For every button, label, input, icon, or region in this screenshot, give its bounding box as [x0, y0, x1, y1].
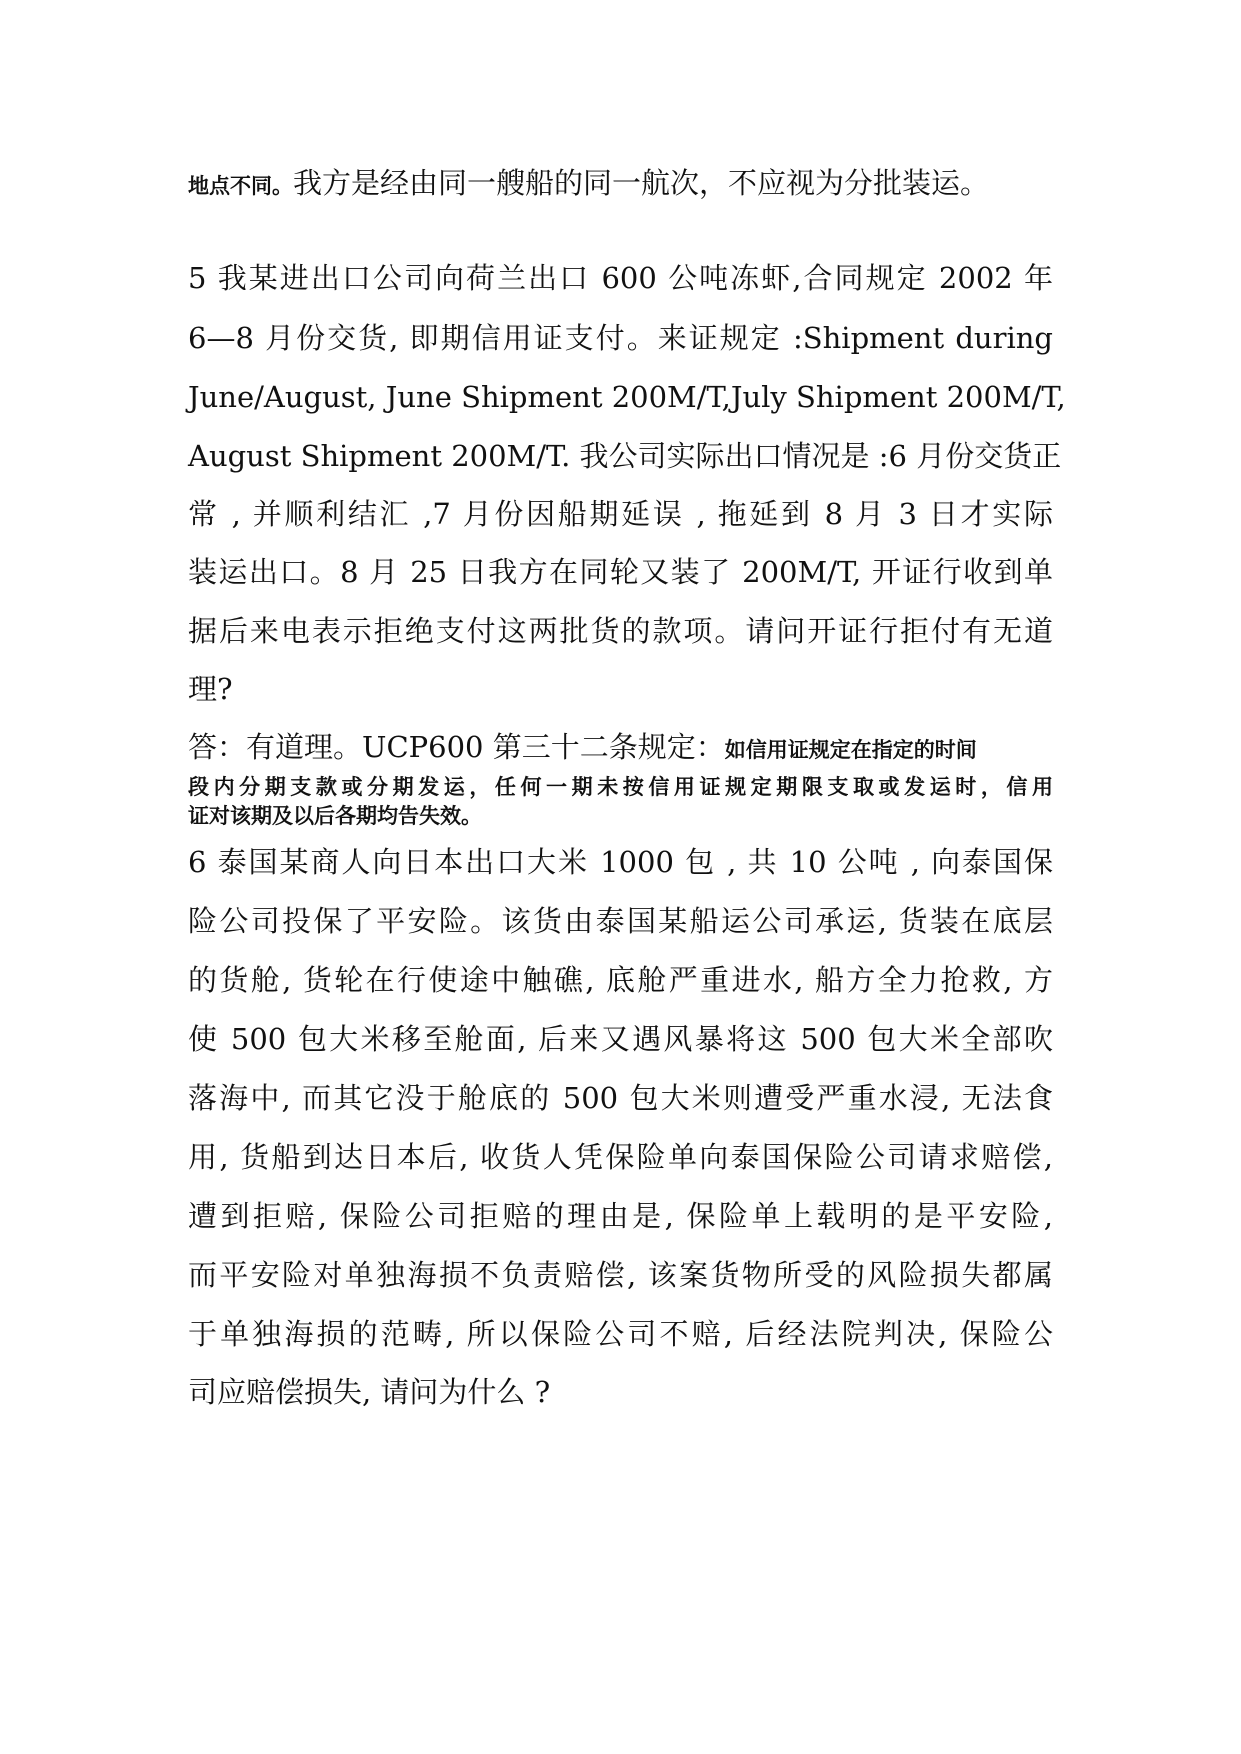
q5-line: August Shipment 200M/T. 我公司实际出口情况是 :6 月份交货正	[188, 439, 1062, 473]
q5-line: 理?	[188, 672, 233, 706]
q5-answer-bold: 如信用证规定在指定的时间	[724, 738, 977, 762]
q6-line: 使 500 包大米移至舱面, 后来又遇风暴将这 500 包大米全部吹	[188, 1022, 1053, 1056]
q6-line: 用, 货船到达日本后, 收货人凭保险单向泰国保险公司请求赔偿,	[188, 1140, 1053, 1174]
continuation-text: 我方是经由同一艘船的同一航次，不应视为分批装运。	[293, 166, 990, 200]
q6-line: 6 泰国某商人向日本出口大米 1000 包 , 共 10 公吨 , 向泰国保	[188, 845, 1053, 879]
q6-line: 落海中, 而其它没于舱底的 500 包大米则遭受严重水浸, 无法食	[188, 1081, 1053, 1115]
q5-line: 6—8 月份交货, 即期信用证支付。来证规定 :Shipment during	[188, 321, 1053, 355]
q5-line: 装运出口。8 月 25 日我方在同轮又装了 200M/T, 开证行收到单	[188, 555, 1053, 589]
q5-line: June/August, June Shipment 200M/T,July Shipment 200M/T,	[188, 380, 1066, 414]
q5-line: 据后来电表示拒绝支付这两批货的款项。请问开证行拒付有无道	[188, 614, 1053, 648]
q6-line: 于单独海损的范畴, 所以保险公司不赔, 后经法院判决, 保险公	[188, 1317, 1053, 1351]
q5-line: 5 我某进出口公司向荷兰出口 600 公吨冻虾,合同规定 2002 年	[188, 261, 1053, 295]
q5-answer-line	[188, 727, 1053, 770]
q5-line: 常 , 并顺利结汇 ,7 月份因船期延误 , 拖延到 8 月 3 日才实际	[188, 497, 1053, 531]
q6-line: 险公司投保了平安险。该货由泰国某船运公司承运, 货装在底层	[188, 904, 1053, 938]
q6-line: 遭到拒赔, 保险公司拒赔的理由是, 保险单上载明的是平安险,	[188, 1199, 1053, 1233]
q6-line: 的货舱, 货轮在行使途中触礁, 底舱严重进水, 船方全力抢救, 方	[188, 963, 1053, 997]
q5-answer-bold-line: 证对该期及以后各期均告失效。	[188, 804, 482, 828]
q5-answer-prefix: 答：有道理。UCP600 第三十二条规定：	[188, 730, 725, 764]
q5-answer-bold-line: 段内分期支款或分期发运，任何一期未按信用证规定期限支取或发运时，信用	[188, 775, 1053, 799]
q6-line: 司应赔偿损失, 请问为什么 ?	[188, 1375, 551, 1409]
continuation-line	[188, 163, 1053, 206]
q6-line: 而平安险对单独海损不负责赔偿, 该案货物所受的风险损失都属	[188, 1258, 1053, 1292]
continuation-bold-text: 地点不同。	[188, 174, 293, 198]
